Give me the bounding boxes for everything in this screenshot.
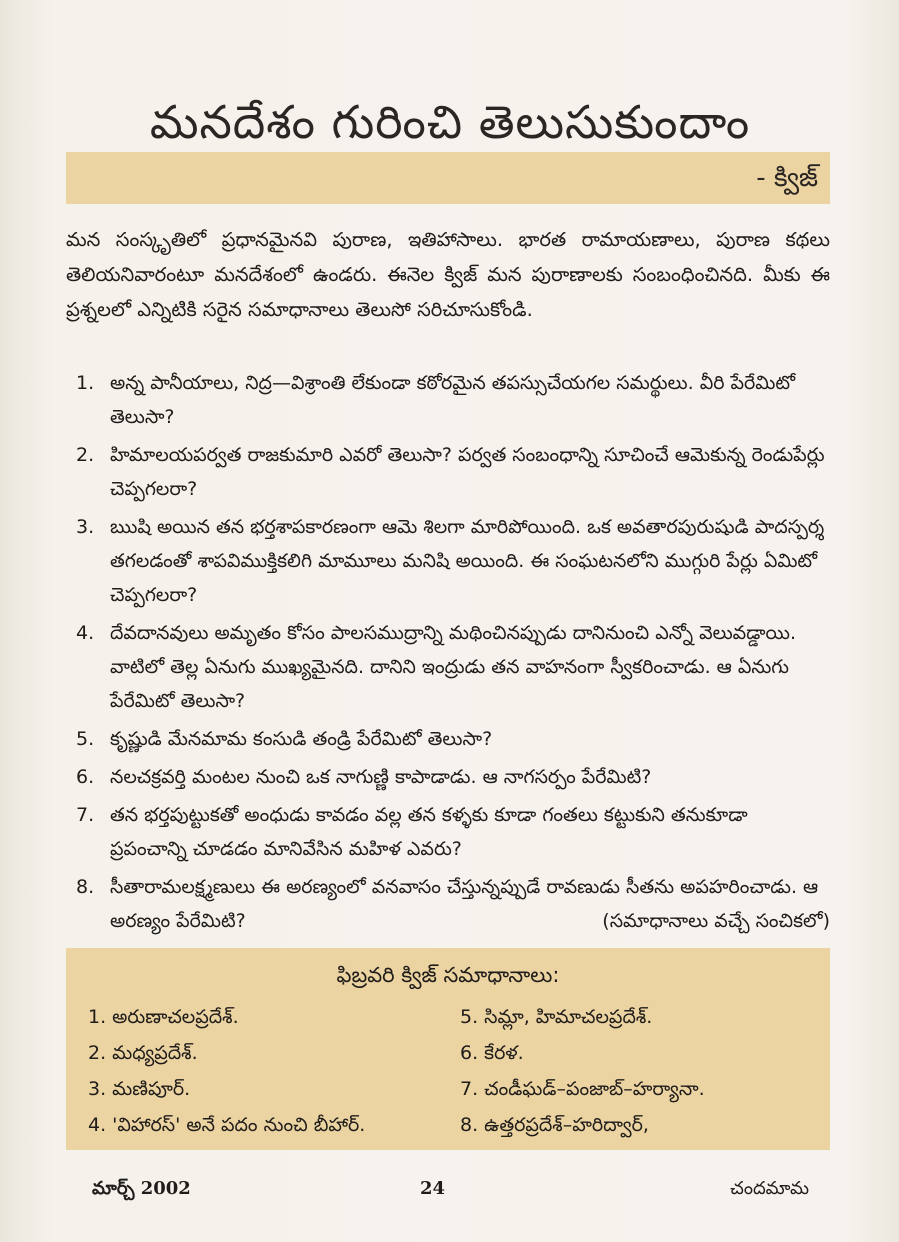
question-number: 3. (76, 516, 95, 538)
title-band (66, 152, 830, 204)
issue-month: మార్చ్ 2002 (92, 1178, 191, 1199)
question-text: అన్న పానీయాలు, నిద్ర—విశ్రాంతి లేకుండా కఠోరమైన తపస్సుచేయగల సమర్థులు. వీరి పేరేమిటో తెలుసా? (110, 372, 796, 428)
intro-paragraph: మన సంస్కృతిలో ప్రధానమైనవి పురాణ, ఇతిహాసాలు. భారత రామాయణాలు, పురాణ కథలు తెలియనివారంటూ మనదేశంలో ఉండరు. ఈనెల క్విజ్ మన పురాణాలకు సంబంధించినది. మీకు ఈ ప్రశ్నలలో ఎన్నిటికి సరైన సమాధానాలు తెలుసో సరిచూసుకోండి. (66, 228, 830, 321)
question-text: నలచక్రవర్తి మంటల నుంచి ఒక నాగుణ్ణి కాపాడాడు. ఆ నాగసర్పం పేరేమిటి? (110, 766, 652, 788)
question-text-wrapper (110, 870, 830, 938)
question-text: దేవదానవులు అమృతం కోసం పాలసముద్రాన్ని మథించినప్పుడు దానినుంచి ఎన్నో వెలువడ్డాయి. వాటిలో తెల్ల ఏనుగు ముఖ్యమైనది. దానిని ఇంద్రుడు తన వాహనంగా స్వీకరించాడు. ఆ ఏనుగు పేరేమిటో తెలుసా? (110, 622, 797, 712)
magazine-name: చందమామ (730, 1178, 809, 1199)
quiz-subtitle: - క్విజ్ (756, 163, 818, 193)
question-item (66, 760, 830, 794)
question-number: 5. (76, 728, 95, 750)
question-item (66, 616, 830, 718)
question-number: 7. (76, 804, 95, 826)
question-item (66, 870, 830, 938)
page-number: 24 (420, 1178, 446, 1199)
answer-item: 3. మణిపూర్. (88, 1078, 191, 1100)
question-text: సీతారామలక్ష్మణులు ఈ అరణ్యంలో వనవాసం చేస్తున్నప్పుడే రావణుడు సీతను అపహరించాడు. ఆ అరణ్యం పేరేమిటి? (110, 876, 819, 932)
question-item (66, 722, 830, 756)
question-number: 8. (76, 876, 95, 898)
question-text: కృష్ణుడి మేనమామ కంసుడి తండ్రి పేరేమిటో తెలుసా? (110, 728, 493, 750)
question-number: 2. (76, 444, 95, 466)
question-text: ఋషి అయిన తన భర్తశాపకారణంగా ఆమె శిలగా మారిపోయింది. ఒక అవతారపురుషుడి పాదస్పర్శ తగలడంతో శాపవిముక్తికలిగి మామూలు మనిషి అయింది. ఈ సంఘటనలోని ముగ్గురి పేర్లు ఏమిటో చెప్పగలరా? (110, 516, 825, 606)
answers-title: ఫిబ్రవరి క్విజ్ సమాధానాలు: (336, 963, 560, 987)
answers-box (66, 948, 830, 1150)
answer-item: 1. అరుణాచలప్రదేశ్. (88, 1006, 239, 1028)
question-item (66, 438, 830, 506)
answer-item: 8. ఉత్తరప్రదేశ్–హరిద్వార్, (460, 1114, 649, 1136)
question-number: 1. (76, 372, 95, 394)
question-item (66, 366, 830, 434)
question-list (66, 366, 830, 942)
question-number: 6. (76, 766, 95, 788)
answers-next-issue-note: (సమాధానాలు వచ్చే సంచికలో) (602, 910, 830, 932)
answer-item: 6. కేరళ. (460, 1042, 524, 1064)
question-item (66, 798, 830, 866)
answers-grid (88, 1002, 818, 1140)
question-text: హిమాలయపర్వత రాజకుమారి ఎవరో తెలుసా? పర్వత సంబంధాన్ని సూచించే ఆమెకున్న రెండుపేర్లు చెప్పగలరా? (110, 444, 825, 500)
question-number: 4. (76, 622, 95, 644)
answer-item: 4. 'విహారస్' అనే పదం నుంచి బీహార్. (88, 1114, 366, 1136)
answer-item: 5. సిమ్లా, హిమాచలప్రదేశ్. (460, 1006, 653, 1028)
question-item (66, 510, 830, 612)
question-text: తన భర్తపుట్టుకతో అంధుడు కావడం వల్ల తన కళ్ళకు కూడా గంతలు కట్టుకుని తనుకూడా ప్రపంచాన్ని చూడడం మానివేసిన మహిళ ఎవరు? (110, 804, 748, 860)
answer-item: 7. చండీఘడ్–పంజాబ్–హర్యానా. (460, 1078, 705, 1100)
answer-item: 2. మధ్యప్రదేశ్. (88, 1042, 198, 1064)
page-title: మనదేశం గురించి తెలుసుకుందాం (149, 95, 751, 149)
